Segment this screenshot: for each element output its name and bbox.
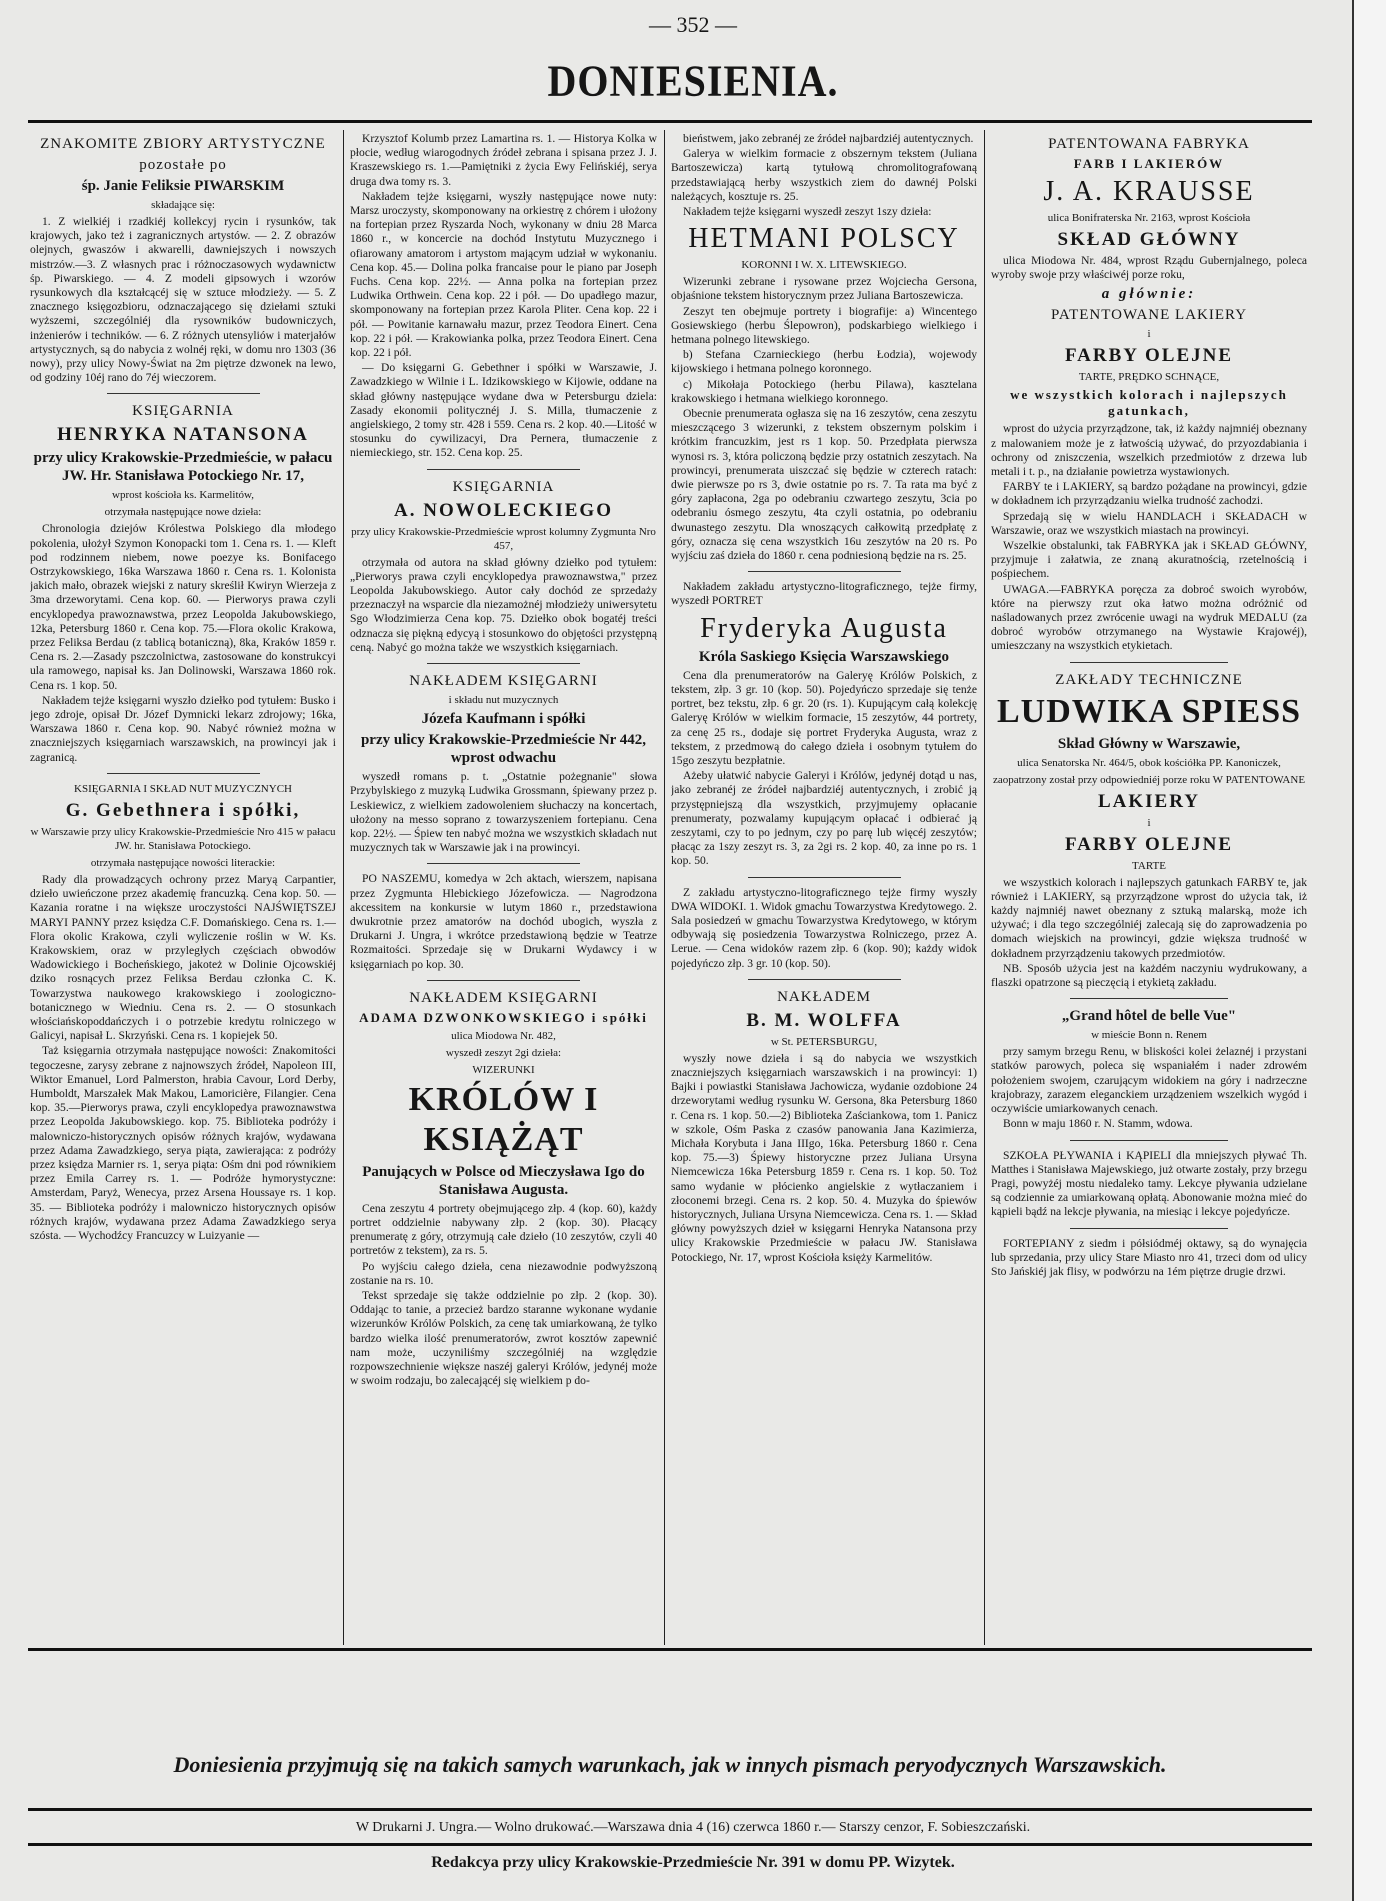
divider (28, 1843, 1312, 1846)
announcement-heading: PATENTOWANE LAKIERY (1050, 307, 1248, 324)
announcement-heading: LAKIERY (1097, 790, 1200, 812)
announcement-heading: Fryderyka Augusta (700, 612, 948, 644)
announcement-text: UWAGA.—FABRYKA poręcza za dobroć swoich wyrobów, które na pierwszy rzut oka łatwo można odróżnić od naśladowanych przez zwrócenie uwagi na wydruk MEDALU (za dobroć wyrobów otrzymanego na Wystawie Krajowéj), umieszczany na wszystkich etykietach. (991, 582, 1307, 653)
announcement-heading: NAKŁADEM KSIĘGARNI (409, 989, 598, 1006)
announcement-heading: zaopatrzony został przy odpowiedniéj porze roku W PATENTOWANE (992, 773, 1306, 786)
section-separator (427, 663, 581, 664)
announcement-text: — Do księgarni G. Gebethner i spółki w Warszawie, J. Zawadzkiego w Wilnie i L. Idzikowskiego w Kijowie, oddane na skład główny następujące wydane dwa w Petersburgu dziela: Zasady ekonomii politycznéj J. S. Milla, tłumaczenie z angielskiego, 2 tomy str. 428 i 559. Cena rs. 2 kop. 40.—Litość w stosunku do cywilizacyi, Dra Pernera, tłumaczenie z niemieckiego, str. 152. Cena kop. 25. (350, 361, 657, 460)
section-separator (1070, 662, 1228, 663)
announcement-heading: a głównie: (1101, 286, 1197, 303)
announcement-heading: przy ulicy Krakowskie-Przedmieście Nr 442, wprost odwachu (360, 732, 647, 767)
announcement-heading: HETMANI POLSCY (688, 223, 960, 255)
section-separator (427, 469, 581, 470)
section-separator (1070, 1228, 1228, 1229)
section-separator (1070, 998, 1228, 999)
announcement-text: Ażeby ułatwić nabycie Galeryi i Królów, jedynéj dotąd u nas, jako zebranéj ze źródeł najbardziéj autentycznych, i zrobić ją przystępniejszą dla wszystkich, przyjmujemy opłacanie prenumeraty, pozwalamy kupującym opłacać i odbierać ją zeszytami, czy to po jednym, czy po parę lub więcéj zeszytów; płacąc za 1szy zeszyt rs. 3, za 2gi rs. 2 kop. 40, za inne po rs. 1 kop. 50. (671, 769, 977, 868)
announcement-heading: i (1147, 816, 1151, 829)
announcement-heading: w St. PETERSBURGU, (770, 1035, 878, 1048)
announcement-heading: SKŁAD GŁÓWNY (1057, 229, 1241, 250)
announcement-heading: G. Gebethnera i spółki, (65, 799, 301, 821)
announcement-heading: KSIĘGARNIA I SKŁAD NUT MUZYCZNYCH (74, 782, 292, 795)
announcement-text: Wizerunki zebrane i rysowane przez Wojciecha Gersona, objaśnione tekstem historycznym przez Juliana Bartoszewicza. (671, 275, 977, 303)
announcement-heading: B. M. WOLFFA (746, 1009, 902, 1031)
section-separator (748, 979, 901, 980)
announcement-heading: i składu nut muzycznych (448, 694, 559, 707)
announcement-heading: TARTE, PRĘDKO SCHNĄCE, (1078, 371, 1220, 384)
announcement-text: SZKOŁA PŁYWANIA i KĄPIELI dla mniejszych pływać Th. Matthes i Stanisława Majewskiego, już otwarte zostały, przy brzegu Pragi, powyżéj mostu niedaleko tamy. Lekcye pływania udzielane są codziennie za umiarkowaną opłatą. Abonowanie można mieć do kąpieli bądź na lekcje pływania, na miesiąc i lekcye pojedyńcze. (991, 1148, 1307, 1219)
announcement-heading: pozostałe po (139, 157, 227, 173)
announcement-heading: otrzymała następujące nowości literackie: (90, 856, 276, 869)
announcement-heading: KORONNI I W. X. LITEWSKIEGO. (741, 259, 907, 272)
announcement-text: Rady dla prowadzących ochrony przez Maryą Carpantier, dzieło uwieńczone przez akademię francuzką. Cena kop. 50. — Kazania roratne i na większe uroczystości NAJŚWIĘTSZEJ MARYI PANNY przez księdza C.F. Domańskiego. Cena rs. 1.—Flora okolic Krakowa, czyli wyliczenie roślin w W. Ks. Krakowskiem, oraz w przyległych częściach obwodów Wadowickiego i Bocheńskiego, jakoteż w Dolinie Ojcowskiéj dziko rosnących przez Feliksa Berdau członka C. K. Towarzystwa naukowego krakowskiego i zoologiczno-botanicznego w Wiedniu. Cena rs. 2. — O stosunkach włościańskopoddańczych i o potrzebie kredytu rolniczego w Galicyi, napisał L. Skrzyński. Cena rs. 1 kopiejek 50. (30, 872, 336, 1043)
announcement-text: Galerya w wielkim formacie z obszernym tekstem (Juliana Bartoszewicza) kartą tytułową chromolitografowaną przedstawiającą herby wszystkich ziem do dawnéj Polski należących, kosztuje rs. 25. (671, 147, 977, 203)
announcement-heading: Józefa Kaufmann i spółki (421, 711, 586, 728)
column-2 (350, 132, 657, 1642)
announcement-heading: KSIĘGARNIA (452, 478, 555, 495)
announcement-heading: w mieście Bonn n. Renem (1091, 1029, 1207, 1042)
announcement-text: Taż księgarnia otrzymała następujące nowości: Znakomitości tegoczesne, zarysy zebrane z najnowszych źródeł, Napoleon III, Wiktor Emanuel, Lord Palmerston, hrabia Cavour, Lord Derby, Humboldt, Marszałek Mak Makou, Lamoricière, Filangier. Cena kop. 35.—Pierworys prawa, czyli encyklopedya prawoznawstwa przez Leopolda Jakubowskiego. kop. 75. Biblioteka podróży i malowniczo-historycznych opisów różnych krajów, wydawana przez Adama Zawadzkiego, serya piąta, zawierająca: z podróży przez księdza Marnier rs. 1, serya piąta: Ośm dni pod równikiem przez Emila Carrey rs. 1. — Podróże hymorystyczne: Amsterdam, Paryż, Wenecya, przez Arsena Houssaye rs. 1 kop. 35. — Biblioteka podróży i malowniczo historycznych opisów różnych krajów, wydawana przez Adama Zawadzkiego serya szósta. — Wychodźcy Francuzcy w Luizyanie — (30, 1044, 336, 1242)
announcement-heading: FARBY OLEJNE (1064, 345, 1234, 367)
announcement-text: wprost do użycia przyrządzone, tak, iż każdy najmniéj obeznany z malowaniem może je z łatwością używać, do przyozdabiania i ochrony od zniszczenia, wszelkich przedmiotów z drzewa lub metali i t. p., na działanie powietrza wystawionych. (991, 422, 1307, 479)
column-divider (664, 130, 665, 1645)
page-number: — 352 — (649, 12, 737, 37)
announcement-heading: KSIĘGARNIA (132, 403, 234, 420)
announcement-heading: przy ulicy Krakowskie-Przedmieście wprost kolumny Zygmunta Nro 457, (351, 525, 656, 552)
announcement-text: wyszedł romans p. t. „Ostatnie pożegnanie" słowa Przybylskiego z muzyką Ludwika Grossmann, śpiewany przez p. Leskiewicz, z wielkiem zadowoleniem słuchaczy na koncertach, ułożony na messo soprano z towarzyszeniem fortepianu. Cena kop. 22½. — Śpiew ten nabyć można we wszystkich składach nut muzycznych tak w Warszawie jak i na prowincyi. (350, 770, 657, 855)
announcement-text: Krzysztof Kolumb przez Lamartina rs. 1. — Historya Kolka w płocie, według wiarogodnych źródeł zebrana i spisana przez J. J. Kraszewskiego rs. 1.—Pamiętniki z życia Ewy Felińskiéj, serya druga dwa tomy rs. 3. (350, 132, 657, 188)
editorial-address: Redakcya przy ulicy Krakowskie-Przedmieście Nr. 391 w domu PP. Wizytek. (431, 1854, 955, 1871)
announcement-text: Obecnie prenumerata ogłasza się na 16 zeszytów, cena zeszytu mieszczącego 3 wizerunki, z tekstem obszernym polskim i krótkim francuzkim, jest rs 1 kop. 50. Przedpłata pierwsza wynosi rs. 3, która policzoną będzie przy ostatnich zeszytach. Na prowincyi, prenumerata uiszczać się będzie w czterech ratach: dwie pierwsze po rs 3, dwie ostatnie po rs. 7. Ta rata ma być z góry zapłacona, 2ga po odebraniu czwartego zeszytu, 3cia po odebraniu ósmego zeszytu, 4ta czyli ostatnia, po odebraniu dwunastego zeszytu. Dla wnoszących całkowitą przedpłatę z góry, oznacza się cena wszystkich 16u zeszytów na 20 rs. Po wyjściu zaś dzieła do 1860 r. cena podniesioną będzie na rs. 25. (671, 407, 977, 563)
column-3 (671, 132, 977, 1642)
announcement-heading: śp. Janie Feliksie PIWARSKIM (81, 178, 285, 194)
printer-imprint: W Drukarni J. Ungra.— Wolno drukować.—Warszawa dnia 4 (16) czerwca 1860 r.— Starszy cenzor, F. Sobieszczański. (355, 1820, 1031, 1835)
announcement-heading: Skład Główny w Warszawie, (1057, 735, 1241, 752)
announcement-text: Nakładem tejże księgarni wyszło dziełko pod tytułem: Busko i jego zdroje, opisał Dr. Józef Dymnicki lekarz zdrojowy; 16ka, Warszawa 1860 r. Cena kop. 90. Nabyć również można w znaczniejszych księgarniach warszawskich, na prowincyi jak i zagranicą. (30, 693, 336, 764)
announcement-text: we wszystkich kolorach i najlepszych gatunkach FARBY te, jak również i LAKIERY, są przyrządzone wprost do użycia tak, iż każdy najmniéj nawet obeznany z sztuką malarską, może ich używać; i dla tego szczególniéj zalecają się do zaprowadzenia po domach wiejskich na prowincyi, gdzie większa trudność w dokładnem przyrządzeniu takowych przedmiotów. (991, 875, 1307, 960)
divider (28, 1648, 1312, 1651)
announcement-text: PO NASZEMU, komedya w 2ch aktach, wierszem, napisana przez Zygmunta Hlebickiego Józefowicza. — Nagrodzona akcessitem na konkursie w lutym 1860 r., przedstawiona dwukrotnie przez amatorów na dochód ubogich, wyszła z Drukarni J. Ungra, i wkrótce przedstawioną będzie w Teatrze Rozmaitości. Sprzedaje się w Drukarni Wydawcy i w księgarniach po kop. 30. (350, 872, 657, 971)
announcement-text: wyszły nowe dzieła i są do nabycia we wszystkich znaczniejszych księgarniach warszawskich i na prowincyi: 1) Bajki i powiastki Stanisława Jachowicza, wydanie ozdobione 24 drzeworytami według rysunku W. Gersona, 8ka Petersburg 1860 r. Cena rs. 1 kop. 50.—2) Biblioteka Zaściankowa, tom 1. Panicz w szkole, Ośm Paska z czasów panowania Jana Kazimierza, Michała Korybuta i Jana IIIgo, 16ka. Petersburg 1860 r. Cena kop. 75.—3) Śpiewy historyczne przez Juliana Ursyna Niemcewicza 16ka Petersburg 1859 r. Cena rs. 1 kop. 50. Toż samo wydanie w płócienko angielskie z wytłaczaniem i złoconemi brzegi. Cena rs. 2 kop. 50. 4. Muzyka do śpiewów historycznych, Juliana Ursyna Niemcewicza. Cena rs. 1. — Skład główny powyższych dzieł w księgarni Henryka Natansona przy ulicy Krakowskie Przedmieście w pałacu JW. Stanisława Potockiego, Nr. 17, wprost Kościoła księży Karmelitów. (671, 1051, 977, 1264)
announcement-text: Nakładem zakładu artystyczno-litograficznego, tejże firmy, wyszedł PORTRET (671, 580, 977, 608)
announcement-text: Po wyjściu całego dzieła, cena niezawodnie podwyższoną zostanie na rs. 10. (350, 1259, 657, 1287)
announcement-heading: składające się: (151, 199, 215, 211)
announcement-heading: HENRYKA NATANSONA (57, 424, 309, 446)
section-separator (107, 393, 260, 394)
announcement-heading: ZNAKOMITE ZBIORY ARTYSTYCZNE (40, 136, 326, 152)
announcement-heading: FARB I LAKIERÓW (1073, 156, 1225, 171)
announcement-heading: Panujących w Polsce od Mieczysława Igo do Stanisława Augusta. (362, 1163, 645, 1198)
announcement-text: Zeszyt ten obejmuje portrety i biografije: a) Wincentego Gosiewskiego (herbu Ślepowron), podskarbiego wielkiego i hetmana polnego litewskiego. (671, 304, 977, 347)
announcement-heading: ADAMA DZWONKOWSKIEGO i spółki (359, 1009, 648, 1025)
announcement-heading: ulica Bonifraterska Nr. 2163, wprost Kościoła (1047, 212, 1251, 224)
announcement-heading: wyszedł zeszyt 2gi dzieła: (445, 1046, 562, 1059)
section-separator (748, 877, 901, 878)
announcement-heading: ZAKŁADY TECHNICZNE (1055, 671, 1243, 688)
announcement-text: Cena dla prenumeratorów na Galeryę Królów Polskich, z tekstem, złp. 3 gr. 10 (kop. 50). Pojedyńczo sprzedaje się tenże portret, bez tekstu, złp. 6 gr. 20 (rs. 1). Kupującym całą kolekcję Galeryę Królów w wielkim formacie, 15 zeszytów, 44 portrety, za cenę 25 rs., dodaje się portret Fryderyka Augusta, wraz z tekstem, z przedmową do całego dzieła i osobnym tytułem do 15go zeszytu bezpłatnie. (671, 668, 977, 767)
announcement-heading: LUDWIKA SPIESS (996, 692, 1302, 730)
announcement-heading: wprost kościoła ks. Karmelitów, (112, 489, 254, 502)
announcement-text: 1. Z wielkiéj i rzadkiéj kollekcyj rycin i rysunków, tak krajowych, jako też i zagranicznych artystów. — 2. Z obrazów olejnych, gwaszów i akwarelli, dawniejszych i nowszych mistrzów.—3. Z własnych prac i różnoczasowych wydawnictw śp. Piwarskiego. — 4. Z modeli gipsowych i wzorów rysunkowych dla kształcącéj się w sztuce młodzieży. — 5. Z znacznego księgozbioru, odznaczającego się dziełami sztuki wyższemi, szczególniéj dla rysowników budowniczych, inżenierów i techników. — 6. Z różnych utensyliów i materjałów artystycznych, są do nabycia z wolnéj ręki, w domu nro 1303 (36 nowy), przy ulicy Nowy-Świat na 2m piętrze dzwonek na lewo, od godziny 10éj rano do 7éj wieczorem. (30, 215, 336, 385)
column-1 (30, 132, 336, 1642)
announcement-text: Nakładem tejże księgarni wyszedł zeszyt 1szy dzieła: (683, 205, 932, 219)
announcement-text: otrzymała od autora na skład główny dziełko pod tytułem: „Pierworys prawa czyli encyklopedya prawoznawstwa," przez Leopolda Jakubowskiego. Autor cały dochód ze sprzedaży przeznaczył na wsparcie dla niezamożnéj młodzieży uniwersytetu Sgo Włodzimierza Cena kop. 75. Dziełko obok bogatéj treści odznacza się piękną edycyą i stosunkowo do objętości przystępną ceną. Nabyć go można także we wszystkich księgarniach. (350, 555, 657, 654)
section-separator (427, 980, 581, 981)
section-separator (107, 773, 260, 774)
announcement-text: c) Mikołaja Potockiego (herbu Pilawa), kasztelana krakowskiego i hetmana wielkiego koronnego. (671, 377, 977, 405)
adjacent-page-edge (1352, 0, 1386, 1901)
announcement-text: b) Stefana Czarnieckiego (herbu Łodzia), wojewody kijowskiego i hetmana polnego koronnego. (671, 348, 977, 376)
announcement-text: NB. Sposób użycia jest na każdém naczyniu wydrukowany, a flaszki opatrzone są pieczęcią i etykietą zakładu. (991, 961, 1307, 990)
section-separator (427, 863, 581, 864)
announcement-heading: „Grand hôtel de belle Vue" (1061, 1008, 1237, 1025)
announcement-heading: ulica Senatorska Nr. 464/5, obok kościółka PP. Kanoniczek, (1017, 756, 1281, 769)
section-separator (748, 571, 901, 572)
announcement-heading: w Warszawie przy ulicy Krakowskie-Przedmieście Nro 415 w pałacu JW. hr. Stanisława Potockiego. (30, 825, 336, 852)
divider (28, 120, 1312, 123)
announcement-heading: TARTE (1132, 859, 1166, 872)
announcement-heading: ulica Miodowa Nr. 482, (451, 1029, 556, 1042)
column-divider (343, 130, 344, 1645)
announcement-text: ulica Miodowa Nr. 484, wprost Rządu Gubernjalnego, poleca wyroby swoje przy właściwéj porze roku, (991, 254, 1307, 282)
announcement-text: Sprzedają się w wielu HANDLACH i SKŁADACH w Warszawie, oraz we wszystkich miastach na prowincyi. (991, 509, 1307, 537)
announcement-heading: Króla Saskiego Księcia Warszawskiego (698, 648, 950, 665)
page-title: DONIESIENIA. (547, 55, 839, 106)
announcement-text: Z zakładu artystyczno-litograficznego tejże firmy wyszły DWA WIDOKI. 1. Widok gmachu Towarzystwa Kredytowego. 2. Sala posiedzeń w gmachu Towarzystwa Kredytowego, w którym odbywają się posiedzenia Towarzystwa Rolniczego, przez A. Lerue. — Cena widoków razem złp. 6 (kop. 90); każdy widok pojedyńczo złp. 3 gr. 10 (kop. 50). (671, 885, 977, 970)
announcement-text: przy samym brzegu Renu, w bliskości kolei żelaznéj i przystani statków parowych, poleca się wspaniałém i nader zdrowém położeniem swojem, czarującym widokiem na góry i nadrzeczne krajobrazy, zarazem eleganckiem urządzeniem wszelkich wygód i oczywiście umiarkowanych cenach. (991, 1045, 1307, 1116)
announcement-heading: FARBY OLEJNE (1064, 833, 1234, 855)
announcement-heading: A. NOWOLECKIEGO (394, 499, 613, 521)
announcement-heading: NAKŁADEM KSIĘGARNI (409, 673, 598, 690)
announcement-heading: KRÓLÓW I KSIĄŻĄT (408, 1080, 599, 1158)
divider (28, 1808, 1312, 1811)
announcement-heading: przy ulicy Krakowskie-Przedmieście, w pałacu JW. Hr. Stanisława Potockiego Nr. 17, (33, 450, 333, 485)
announcement-text: FARBY te i LAKIERY, są bardzo pożądane na prowincyi, gdzie w dokładnem ich przyrządzaniu wielka trudność zachodzi. (991, 480, 1307, 508)
announcement-text: Bonn w maju 1860 r. N. Stamm, wdowa. (1003, 1117, 1193, 1131)
announcement-heading: WIZERUNKI (472, 1063, 535, 1076)
announcement-heading: i (1147, 328, 1151, 341)
announcement-text: Cena zeszytu 4 portrety obejmującego złp. 4 (kop. 60), każdy portret oddzielnie nabywany złp. 2 (kop. 30). Płacący prenumeratę z góry, otrzymują całe dzieło (10 zeszytów, czyli 40 portretów z tekstem), za rs. 5. (350, 1201, 657, 1258)
announcement-heading: we wszystkich kolorach i najlepszych gatunkach, (1010, 387, 1288, 419)
announcement-text: bieństwem, jako zebranéj ze źródeł najbardziéj autentycznych. (683, 132, 974, 145)
announcement-text: FORTEPIANY z siedm i półsiódméj oktawy, są do wynajęcia lub sprzedania, przy ulicy Stare Miasto nro 41, trzeci dom od ulicy Sto Jańskiéj jak flisy, w podwórzu na 1ém piętrze drugie drzwi. (991, 1236, 1307, 1278)
column-divider (984, 130, 985, 1645)
announcement-heading: otrzymała następujące nowe dzieła: (104, 506, 262, 519)
column-4 (991, 132, 1307, 1642)
announcement-text: Nakładem tejże księgarni, wyszły następujące nowe nuty: Marsz uroczysty, skomponowany na orkiestrę z chórem i ułożony na fortepian przez Ryszarda Noch, wykonany w dniu 28 Marca 1860 r., w koncercie na dochód Instytutu Muzycznego i ofiarowany amatorom i artystom mającym udział w wykonaniu. Cena kop. 45.— Dolina polka francaise pour le piano par Joseph Fuchs. Cena kop. 22½. — Anna polka na fortepian przez Ludwika Orthwein. Cena kop. 22 i pół. — Do upadłego mazur, skomponowany na fortepian przez Karola Pliter. Cena kop. 22 i pół. — Powitanie karnawału mazur, przez Teodora Einert. Cena kop. 22 i pół. — Krakowianka polka, przez Teodora Einert. Cena kop. 22 i pół. (350, 189, 657, 360)
announcement-text: Chronologia dziejów Królestwa Polskiego dla młodego pokolenia, ułożył Szymon Konopacki tom 1. Cena rs. 1. — Kleft pod rodzinnem niebem, nowe poezye ks. Bonifacego Ostrzykowskiego, 16ka Warszawa 1860 r. Cena rs. 1. Kolonista jakich mało, obrazek wiejski z natury skreślił Kwiryn Wierzeja z 3ma drzeworytami. Cena kop. 60. — Pierworys prawa czyli encyklopedya prawoznawstwa, przez Leopolda Jakubowskiego, 12ka, Petersburg 1860 r. Cena kop. 75.—Flora okolic Krakowa, przez Feliksa Berdau (z tablicą botaniczną), 8ka, Kraków 1859 r. Cena rs. 2.—Zasady pszczolnictwa, zastosowane do konstrukcyi ula ramowego, napisał ks. Jan Dolinowski, Warszawa 1860 rok. Cena rs. 1 kop. 50. (30, 522, 336, 692)
announcement-text: Tekst sprzedaje się także oddzielnie po złp. 2 (kop. 30). Oddając to tanie, a przecież bardzo staranne wykonane wydanie wizerunków Królów Polskich, za cenę tak umiarkowaną, że tylko bardzo wielka ilość prenumeratorów, zwrot kosztów zapewnić nam może, uczyniliśmy szczególniéj na względzie rozpowszechnienie większe naszéj galeryi Królów, jedynéj może w swoim rodzaju, bo zalecającéj się wielkiem p do- (350, 1288, 657, 1388)
announcement-heading: NAKŁADEM (777, 988, 871, 1005)
announcement-heading: J. A. KRAUSSE (1043, 176, 1255, 207)
announcement-heading: PATENTOWANA FABRYKA (1048, 136, 1250, 152)
advertising-notice: Doniesienia przyjmują się na takich samych warunkach, jak w innych pismach peryodycznych Warszawskich. (173, 1752, 1167, 1777)
announcement-text: Wszelkie obstalunki, tak FABRYKA jak i SKŁAD GŁÓWNY, przyjmuje i załatwia, ze znaną akuratnością, rzetelnością i pośpiechem. (991, 539, 1307, 581)
section-separator (1070, 1140, 1228, 1141)
